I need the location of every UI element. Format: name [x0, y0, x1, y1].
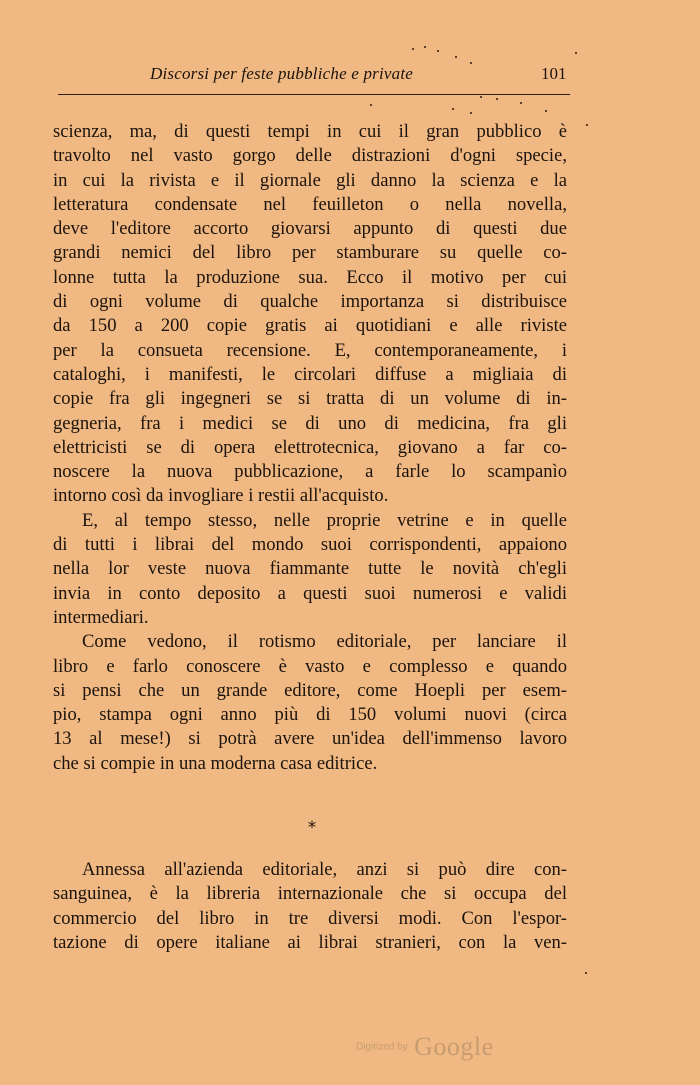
text-line: intermediari. [53, 606, 149, 628]
text-line: pio, stampa ogni anno più di 150 volumi nuovi (circa [53, 704, 567, 726]
text-line: noscere la nuova pubblicazione, a farle lo scampanìo [53, 461, 567, 483]
section-ornament: * [307, 818, 317, 838]
text-line: sanguinea, è la libreria internazionale che si occupa del [53, 883, 567, 905]
text-line: tazione di opere italiane ai librai stranieri, con la ven- [53, 931, 567, 953]
scan-speck [520, 102, 522, 104]
text-line: si pensi che un grande editore, come Hoepli per esem- [53, 679, 567, 701]
text-line: grandi nemici del libro per stamburare su quelle co- [53, 242, 567, 264]
scan-speck [424, 46, 426, 48]
digitized-by-label: Digitized by [356, 1041, 408, 1053]
text-line: gegneria, fra i medici se di uno di medicina, fra gli [53, 412, 567, 434]
scan-speck [437, 50, 439, 52]
scan-speck [452, 108, 454, 110]
text-line: lonne tutta la produzione sua. Ecco il motivo per cui [53, 266, 567, 288]
text-line: che si compie in una moderna casa editrice. [53, 752, 378, 774]
text-line: cataloghi, i manifesti, le circolari diffuse a migliaia di [53, 363, 567, 385]
text-line: travolto nel vasto gorgo delle distrazioni d'ogni specie, [53, 145, 567, 167]
scan-speck [480, 96, 482, 98]
text-line: Annessa all'azienda editoriale, anzi si può dire con- [82, 859, 567, 880]
scan-speck [470, 62, 472, 64]
text-line: nella lor veste nuova fiammante tutte le novità ch'egli [53, 558, 567, 580]
header-rule [58, 94, 570, 95]
text-line: deve l'editore accorto giovarsi appunto di questi due [53, 218, 567, 240]
scan-speck [585, 972, 587, 974]
text-line: commercio del libro in tre diversi modi. Con l'espor- [53, 907, 567, 929]
scan-speck [470, 112, 472, 114]
google-logo: Google [414, 1032, 494, 1061]
page-number: 101 [541, 64, 567, 83]
text-line: copie fra gli ingegneri se si tratta di un volume di in- [53, 388, 567, 410]
text-line: letteratura condensate nel feuilleton o nella novella, [53, 193, 567, 215]
body-text-bottom [53, 858, 567, 955]
body-text-top [53, 120, 567, 776]
scan-speck [586, 124, 588, 126]
text-line: di tutti i librai del mondo suoi corrispondenti, appaiono [53, 534, 567, 556]
text-line: libro e farlo conoscere è vasto e complesso e quando [53, 655, 567, 677]
scan-speck [455, 56, 457, 58]
digitization-watermark [356, 1032, 494, 1062]
text-line: scienza, ma, di questi tempi in cui il gran pubblico è [53, 121, 567, 142]
text-line: E, al tempo stesso, nelle proprie vetrine e in quelle [82, 509, 567, 531]
text-line: invia in conto deposito a questi suoi numerosi e validi [53, 582, 567, 604]
text-line: elettricisti se di opera elettrotecnica, giovano a far co- [53, 436, 567, 458]
text-line: per la consueta recensione. E, contemporaneamente, i [53, 339, 567, 361]
running-title: Discorsi per feste pubbliche e private [150, 64, 414, 83]
text-line: 13 al mese!) si potrà avere un'idea dell'immenso lavoro [53, 728, 567, 750]
text-line: di ogni volume di qualche importanza si distribuisce [53, 291, 567, 313]
text-line: da 150 a 200 copie gratis ai quotidiani e alle riviste [53, 315, 567, 337]
scan-speck [412, 48, 414, 50]
scan-speck [575, 52, 577, 54]
scan-speck [370, 104, 372, 106]
text-line: Come vedono, il rotismo editoriale, per lanciare il [82, 631, 567, 653]
scan-speck [545, 110, 547, 112]
scan-speck [496, 98, 498, 100]
text-line: intorno così da invogliare i restii all'acquisto. [53, 485, 389, 507]
text-line: in cui la rivista e il giornale gli danno la scienza e la [53, 169, 567, 191]
